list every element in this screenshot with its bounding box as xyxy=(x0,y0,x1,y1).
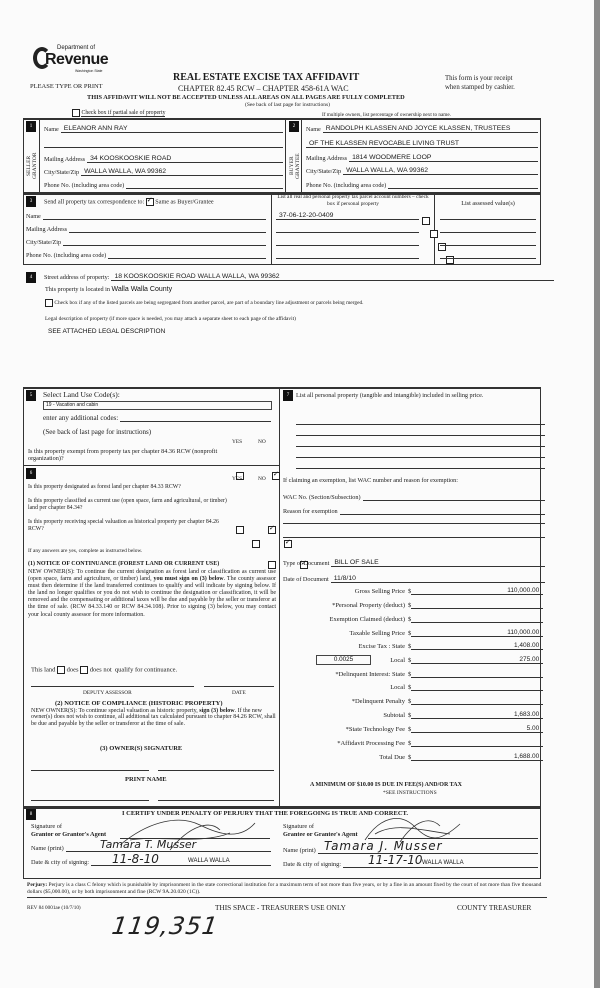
handwritten-number: 119,351 xyxy=(110,912,221,940)
doc-date-label: Date of Document xyxy=(283,576,329,583)
land-use-instructions: (See back of last page for instructions) xyxy=(43,428,152,436)
section-7-badge: 7 xyxy=(283,390,293,401)
seller-name-label: Name xyxy=(44,126,59,133)
currency-symbol: $ xyxy=(408,698,412,705)
certify-statement: I CERTIFY UNDER PENALTY OF PERJURY THAT THE FOREGOING IS TRUE AND CORRECT. xyxy=(122,810,409,817)
tax-line-label: *Delinquent Interest: State xyxy=(335,671,405,678)
print-name-label: PRINT NAME xyxy=(125,776,167,783)
currency-symbol: $ xyxy=(408,657,412,664)
print-name-line-2[interactable] xyxy=(158,800,274,801)
county-label: This property is located in xyxy=(45,286,110,293)
agency-state: Washington State xyxy=(75,69,103,73)
buyer-city-label: City/State/Zip xyxy=(306,168,342,175)
tax-line-value[interactable] xyxy=(411,669,543,678)
corr-phone-input[interactable] xyxy=(108,250,266,259)
does-not-checkbox[interactable] xyxy=(80,666,88,674)
grantor-date-handwritten: 11-8-10 xyxy=(112,852,159,866)
seller-city-input[interactable]: WALLA WALLA, WA 99362 xyxy=(81,167,283,176)
divider xyxy=(23,465,279,466)
tax-line-label: *Delinquent Penalty xyxy=(351,698,405,705)
grantee-city: WALLA WALLA xyxy=(422,860,464,866)
reason-label: Reason for exemption xyxy=(283,508,338,515)
wac-label: WAC No. (Section/Subsection) xyxy=(283,494,361,501)
wac-input[interactable] xyxy=(363,492,545,501)
divider xyxy=(434,193,435,265)
tax-line-label: Exemption Claimed (deduct) xyxy=(329,616,405,623)
tax-line[interactable] xyxy=(283,724,543,733)
does-not-label: does not xyxy=(89,666,112,674)
parcel-number-field[interactable] xyxy=(276,211,419,220)
doc-type-input[interactable]: BILL OF SALE xyxy=(331,558,545,567)
partial-sale-checkbox[interactable] xyxy=(72,109,80,117)
grantee-date-label: Date & city of signing: xyxy=(283,861,342,868)
personal-property-label: List all personal property (tangible and intangible) included in selling price. xyxy=(296,392,484,399)
section-4-badge: 4 xyxy=(26,272,36,283)
seller-name2-input[interactable] xyxy=(44,139,283,148)
reason-field[interactable] xyxy=(283,506,545,515)
special-yes-checkbox[interactable] xyxy=(252,540,260,548)
grantee-name-label: Name (print) xyxy=(283,847,316,854)
special-question: Is this property designated as forest land per chapter 84.33 RCW? xyxy=(28,484,181,490)
tax-line[interactable] xyxy=(283,710,543,719)
grantee-sig-label1: Signature of xyxy=(283,823,314,830)
tax-line-value[interactable] xyxy=(411,696,543,705)
tax-line-label: Excise Tax : State xyxy=(358,643,405,650)
segregated-row xyxy=(45,299,364,307)
parcel-number-input[interactable] xyxy=(276,237,419,246)
tax-line[interactable] xyxy=(283,738,543,747)
tax-line-value[interactable] xyxy=(411,682,543,691)
buyer-name-label: Name xyxy=(306,126,321,133)
personal-property-line[interactable] xyxy=(296,424,545,425)
dor-logo xyxy=(33,45,123,77)
owner-signature-title: (3) OWNER(S) SIGNATURE xyxy=(100,745,183,752)
buyer-phone-label: Phone No. (including area code) xyxy=(306,182,387,189)
notice1-text-a: NEW OWNER(S): To continue the current designation as forest land or classification as current use (open space, farm and agriculture, or timber) land, xyxy=(28,569,276,583)
same-as-buyer-label: Same as Buyer/Grantee xyxy=(155,198,214,206)
notice1-title: (1) NOTICE OF CONTINUANCE (FOREST LAND OR CURRENT USE) xyxy=(28,561,220,567)
multiple-owners-note: If multiple owners, list percentage of ownership next to name. xyxy=(322,112,451,118)
land-use-title: Select Land Use Code(s): xyxy=(43,390,120,399)
doc-date-field[interactable] xyxy=(283,574,545,583)
does-label: does xyxy=(66,666,79,674)
correspondence-label: Send all property tax correspondence to: xyxy=(44,198,145,206)
no-header: NO xyxy=(258,476,266,482)
page-edge-shadow xyxy=(594,0,600,988)
continuance-row xyxy=(31,666,177,674)
exempt-no-checkbox[interactable] xyxy=(272,472,280,480)
tax-line-value[interactable]: 1,683.00 xyxy=(411,710,543,719)
tax-line-value[interactable]: 1,688.00 xyxy=(411,752,543,761)
currency-symbol: $ xyxy=(408,740,412,747)
owner-sign-line-1[interactable] xyxy=(31,770,149,771)
seller-name2-field[interactable] xyxy=(44,139,283,148)
corr-name-label: Name xyxy=(26,213,41,220)
seller-phone-input[interactable] xyxy=(126,180,283,189)
section-3-badge: 3 xyxy=(26,196,36,207)
personal-property-checkbox[interactable] xyxy=(422,217,430,225)
partial-sale-option[interactable] xyxy=(72,109,165,117)
tax-line-label: Gross Selling Price xyxy=(354,588,405,595)
receipt-note-1: This form is your receipt xyxy=(445,75,513,82)
instructions-note: (See back of last page for instructions) xyxy=(245,102,330,108)
receipt-note-2: when stamped by cashier. xyxy=(445,84,515,91)
section-1-badge: 1 xyxy=(26,121,36,132)
seller-address-field[interactable] xyxy=(44,154,283,163)
parcel-number-input[interactable] xyxy=(276,224,419,233)
parcel-number-field[interactable] xyxy=(276,250,419,259)
currency-symbol: $ xyxy=(408,643,412,650)
yes-header: YES xyxy=(232,476,243,482)
currency-symbol: $ xyxy=(408,754,412,761)
section-8-badge: 8 xyxy=(26,809,36,820)
notice1-bold: you must sign on (3) below xyxy=(153,576,224,583)
parcel-number-input[interactable] xyxy=(276,250,419,259)
qualify-label: qualify for continuance. xyxy=(114,666,178,674)
currency-symbol: $ xyxy=(408,630,412,637)
buyer-name-input[interactable]: RANDOLPH KLASSEN AND JOYCE KLASSEN, TRUSTEES xyxy=(323,124,538,133)
tax-line-value[interactable] xyxy=(411,600,543,609)
parcel-number-field[interactable] xyxy=(276,237,419,246)
reason-line[interactable] xyxy=(283,537,545,538)
tax-line[interactable] xyxy=(283,655,543,664)
exemption-label: If claiming an exemption, list WAC number and reason for exemption: xyxy=(283,477,458,484)
county-treasurer-label: COUNTY TREASURER xyxy=(457,903,532,912)
parcels-header: List all real and personal property tax parcel account numbers – check box if personal property xyxy=(277,194,429,207)
tax-line-label: Subtotal xyxy=(383,712,405,719)
legal-description-value[interactable]: SEE ATTACHED LEGAL DESCRIPTION xyxy=(48,328,166,335)
seller-phone-label: Phone No. (including area code) xyxy=(44,182,125,189)
personal-property-line[interactable] xyxy=(296,457,545,458)
assessor-date-label: DATE xyxy=(232,690,246,696)
tax-line[interactable] xyxy=(283,752,543,761)
tax-line-label: Total Due xyxy=(379,754,405,761)
buyer-address-input[interactable]: 1814 WOODMERE LOOP xyxy=(349,153,538,162)
additional-codes-field[interactable] xyxy=(43,413,271,422)
form-number: REV 84 0001ae (10/7/10) xyxy=(27,905,81,911)
grantor-sig-label2: Grantor or Grantor's Agent xyxy=(31,831,107,838)
property-street-field[interactable] xyxy=(44,272,554,281)
land-use-select[interactable]: 19 - Vacation and cabin xyxy=(43,401,272,410)
county-value: Walla Walla County xyxy=(111,286,173,293)
tax-line-value[interactable]: 110,000.00 xyxy=(411,628,543,637)
corr-phone-field[interactable] xyxy=(26,250,266,259)
buyer-phone-input[interactable] xyxy=(388,180,538,189)
tax-line-label: Taxable Selling Price xyxy=(349,630,405,637)
corr-address-input[interactable] xyxy=(69,224,266,233)
does-checkbox[interactable] xyxy=(57,666,65,674)
tax-line[interactable] xyxy=(283,696,543,705)
tax-line[interactable] xyxy=(283,628,543,637)
form-chapter: CHAPTER 82.45 RCW – CHAPTER 458-61A WAC xyxy=(178,84,349,93)
additional-codes-label: enter any additional codes: xyxy=(43,414,119,422)
grantor-date-label: Date & city of signing: xyxy=(31,859,90,866)
property-street-label: Street address of property: xyxy=(44,274,110,281)
corr-address-label: Mailing Address xyxy=(26,226,68,233)
currency-symbol: $ xyxy=(408,588,412,595)
local-rate-input[interactable]: 0.0025 xyxy=(316,655,371,665)
notice2-text xyxy=(31,708,276,727)
special-no-checkbox[interactable] xyxy=(268,526,276,534)
same-as-buyer-checkbox[interactable] xyxy=(146,198,154,206)
parcel-number-input[interactable]: 37-06-12-20-0409 xyxy=(276,211,419,220)
tax-line-label: Local xyxy=(390,684,405,691)
grantor-sig-label1: Signature of xyxy=(31,823,62,830)
notice1-text xyxy=(28,569,276,619)
seller-name-input[interactable]: ELEANOR ANN RAY xyxy=(61,124,283,133)
corr-name-input[interactable] xyxy=(43,211,266,220)
corr-city-label: City/State/Zip xyxy=(26,239,62,246)
section-2-badge: 2 xyxy=(289,121,299,132)
personal-property-checkbox[interactable] xyxy=(430,230,438,238)
buyer-city-input[interactable]: WALLA WALLA, WA 99362 xyxy=(343,166,538,175)
grantor-signature-scribble xyxy=(110,815,260,855)
special-question: Is this property receiving special valuation as historical property per chapter 84.26 RCW? xyxy=(28,519,219,532)
tax-line[interactable] xyxy=(283,600,543,609)
minimum-note: A MINIMUM OF $10.00 IS DUE IN FEE(S) AND/OR TAX xyxy=(310,782,462,788)
seller-address-label: Mailing Address xyxy=(44,156,86,163)
tax-line-label: *Affidavit Processing Fee xyxy=(337,740,405,747)
exempt-question: Is this property exempt from property tax per chapter 84.36 RCW (nonprofit organization)? xyxy=(28,448,218,462)
buyer-address-label: Mailing Address xyxy=(306,155,348,162)
buyer-name2-field[interactable] xyxy=(306,139,538,148)
currency-symbol: $ xyxy=(408,602,412,609)
tax-line-value[interactable] xyxy=(411,614,543,623)
assessed-value-input[interactable] xyxy=(440,250,536,259)
section-6-badge: 6 xyxy=(26,468,36,479)
special-no-checkbox[interactable] xyxy=(284,540,292,548)
tax-line[interactable] xyxy=(283,614,543,623)
doc-type-field[interactable] xyxy=(283,558,545,567)
tax-line[interactable] xyxy=(283,682,543,691)
owner-sign-line-2[interactable] xyxy=(158,770,274,771)
yes-header: YES xyxy=(232,439,243,445)
agency-name: Department of xyxy=(57,45,96,51)
grantee-signature-scribble xyxy=(360,812,470,846)
personal-property-line[interactable] xyxy=(296,435,545,436)
grantee-date-handwritten: 11-17-10 xyxy=(368,853,423,867)
seller-name-field[interactable] xyxy=(44,124,283,133)
reason-line[interactable] xyxy=(283,523,545,524)
see-instructions: *SEE INSTRUCTIONS xyxy=(383,790,437,796)
property-street-input[interactable]: 18 KOOSKOOSKIE ROAD WALLA WALLA, WA 99362 xyxy=(111,272,554,281)
if-yes-note: If any answers are yes, complete as instructed below. xyxy=(28,548,143,554)
special-question: Is this property classified as current use (open space, farm and agricultural, or timber) land per chapter 84.34? xyxy=(28,498,227,511)
assessor-date-line[interactable] xyxy=(204,686,274,687)
seller-city-label: City/State/Zip xyxy=(44,169,80,176)
perjury-note xyxy=(27,882,547,898)
currency-symbol: $ xyxy=(408,616,412,623)
currency-symbol: $ xyxy=(408,712,412,719)
assessed-value-field[interactable] xyxy=(440,211,536,220)
buyer-name2-input[interactable]: OF THE KLASSEN REVOCABLE LIVING TRUST xyxy=(306,139,538,148)
assessed-value-field[interactable] xyxy=(440,237,536,246)
doc-type-label: Type of Document xyxy=(283,560,330,567)
perjury-bold: Perjury: xyxy=(27,882,48,888)
grantor-name-label: Name (print) xyxy=(31,845,64,852)
partial-sale-label: Check box if partial sale of property xyxy=(81,110,166,117)
seller-city-field[interactable] xyxy=(44,167,283,176)
tax-line-value[interactable]: 275.00 xyxy=(411,655,543,664)
grantee-name-signature: Tamara J. Musser xyxy=(324,839,443,853)
assessor-sign-line[interactable] xyxy=(31,686,194,687)
personal-property-line[interactable] xyxy=(296,468,545,469)
agency-logo-text: Revenue xyxy=(45,51,109,68)
tax-line-value[interactable]: 110,000.00 xyxy=(411,586,543,595)
county-row xyxy=(45,286,172,293)
corr-address-field[interactable] xyxy=(26,224,266,233)
additional-codes-input[interactable] xyxy=(120,413,271,422)
assessed-value-input[interactable] xyxy=(440,224,536,233)
notice2-title: (2) NOTICE OF COMPLIANCE (HISTORIC PROPERTY) xyxy=(55,700,223,707)
divider xyxy=(271,193,272,265)
corr-phone-label: Phone No. (including area code) xyxy=(26,252,107,259)
seller-address-input[interactable]: 34 KOOSKOOSKIE ROAD xyxy=(87,154,283,163)
tax-line[interactable] xyxy=(283,669,543,678)
grantor-name-signature: Tamara T. Musser xyxy=(100,838,197,851)
tax-line-value[interactable] xyxy=(411,738,543,747)
seller-side-label: SELLER GRANTOR xyxy=(26,152,38,180)
section-5-badge: 5 xyxy=(26,390,36,401)
tax-line-label: Local xyxy=(390,657,405,664)
parcel-number-field[interactable] xyxy=(276,224,419,233)
no-header: NO xyxy=(258,439,266,445)
assessed-header: List assessed value(s) xyxy=(461,200,515,207)
currency-symbol: $ xyxy=(408,671,412,678)
segregated-label: Check box if any of the listed parcels are being segregated from another parcel, are part of a boundary line adjustment or parcels being merged. xyxy=(54,300,364,307)
currency-symbol: $ xyxy=(408,684,412,691)
tax-line[interactable] xyxy=(283,641,543,650)
please-type-note: PLEASE TYPE OR PRINT xyxy=(30,83,103,90)
notice1-text-b: . The county assessor must then determine if the land transferred continues to qualify and will indicate by signing below. If the land no longer qualifies or you do not wish to continue the designation or classification, it will be removed and the compensating or additional taxes will be due and payable by the seller or transferor at the time of sale. (RCW 84.33.140 or RCW 84.34.108). Prior to signing (3) below, you may contact your local county assessor for more information. xyxy=(28,576,277,618)
special-yes-checkbox[interactable] xyxy=(236,526,244,534)
tax-line-label: *State Technology Fee xyxy=(345,726,405,733)
corr-city-input[interactable] xyxy=(63,237,266,246)
buyer-address-field[interactable] xyxy=(306,153,538,162)
form-title: REAL ESTATE EXCISE TAX AFFIDAVIT xyxy=(173,72,360,83)
grantee-sig-label2: Grantee or Grantee's Agent xyxy=(283,831,358,838)
tax-line-label: *Personal Property (deduct) xyxy=(332,602,405,609)
treasurer-use-note: THIS SPACE - TREASURER'S USE ONLY xyxy=(215,903,346,912)
buyer-name-field[interactable] xyxy=(306,124,538,133)
corr-name-field[interactable] xyxy=(26,211,266,220)
tax-line-value[interactable]: 5.00 xyxy=(411,724,543,733)
notice2-text-b: . If the new owner(s) does not wish to continue, all additional tax calculated pursuant to chapter 84.26 RCW, shall be due and payable by the seller or transferor at the time of sale. xyxy=(31,708,276,727)
assessed-value-field[interactable] xyxy=(440,250,536,259)
segregated-checkbox[interactable] xyxy=(45,299,53,307)
completion-warning: THIS AFFIDAVIT WILL NOT BE ACCEPTED UNLESS ALL AREAS ON ALL PAGES ARE FULLY COMPLETED xyxy=(87,94,405,101)
assessed-value-input[interactable] xyxy=(440,211,536,220)
buyer-phone-field[interactable] xyxy=(306,180,538,189)
assessed-value-field[interactable] xyxy=(440,224,536,233)
print-name-line-1[interactable] xyxy=(31,800,149,801)
buyer-city-field[interactable] xyxy=(306,166,538,175)
buyer-side-label: BUYER GRANTEE xyxy=(289,153,301,179)
reason-input[interactable] xyxy=(340,506,545,515)
seller-phone-field[interactable] xyxy=(44,180,283,189)
grantor-city: WALLA WALLA xyxy=(188,858,230,864)
legal-description-label: Legal description of property (if more space is needed, you may attach a separate sheet to each page of the affidavit) xyxy=(45,316,296,322)
corr-city-field[interactable] xyxy=(26,237,266,246)
personal-property-line[interactable] xyxy=(296,446,545,447)
tax-line-value[interactable]: 1,408.00 xyxy=(411,641,543,650)
deputy-assessor-label: DEPUTY ASSESSOR xyxy=(83,690,132,696)
perjury-text: Perjury is a class C felony which is punishable by imprisonment in the state correctional institution for a maximum term of not more than five years, or by a fine in an amount fixed by the court of not more than five thousand dollars ($5,000.00), or by both imprisonment and fine (RCW 9A.20.020 (1C)). xyxy=(27,882,542,895)
divider xyxy=(279,387,280,809)
this-land-label: This land xyxy=(31,666,56,674)
notice2-bold: sign (3) below xyxy=(199,708,235,714)
currency-symbol: $ xyxy=(408,726,412,733)
wac-field[interactable] xyxy=(283,492,545,501)
assessed-value-input[interactable] xyxy=(440,237,536,246)
doc-date-input[interactable]: 11/8/10 xyxy=(331,574,545,583)
correspondence-row xyxy=(44,198,214,206)
tax-line[interactable] xyxy=(283,586,543,595)
notice2-text-a: NEW OWNER(S): To continue special valuation as historic property, xyxy=(31,708,198,714)
